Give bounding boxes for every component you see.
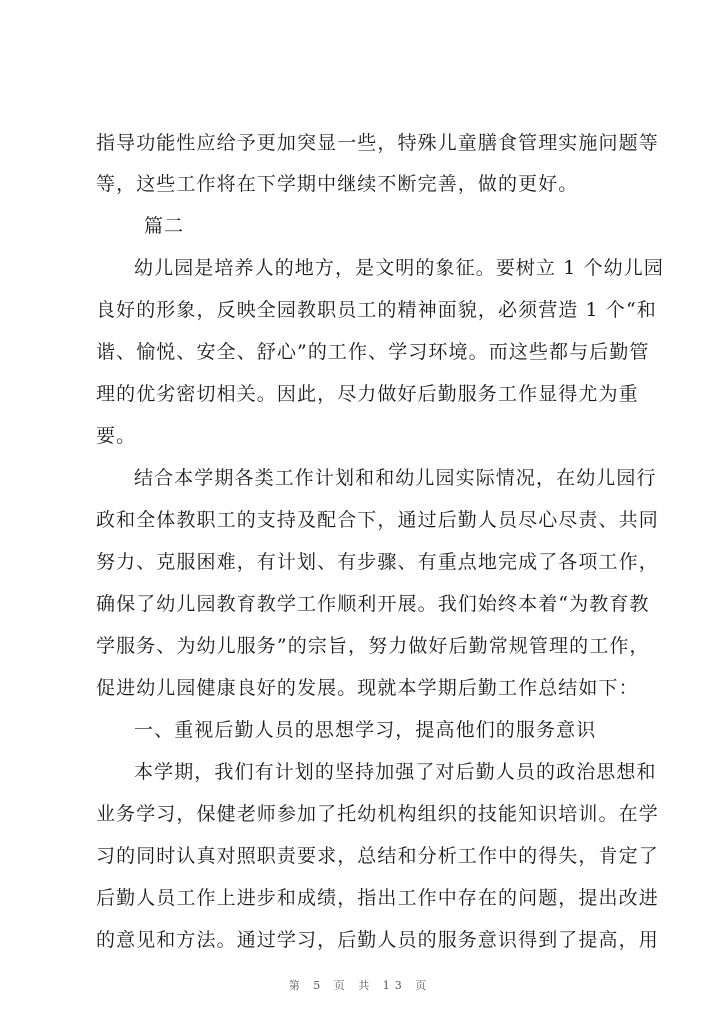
text-line: 学服务、为幼儿服务”的宗旨，努力做好后勤常规管理的工作， (96, 635, 650, 657)
text-line: 促进幼儿园健康良好的发展。现就本学期后勤工作总结如下： (96, 677, 639, 699)
section-heading: 篇二 (144, 215, 185, 237)
text-line: 理的优劣密切相关。因此，尽力做好后勤服务工作显得尤为重 (96, 383, 639, 405)
text-line: 谐、愉悦、安全、舒心”的工作、学习环境。而这些都与后勤管 (96, 341, 650, 363)
section-heading: 一、重视后勤人员的思想学习，提高他们的服务意识 (134, 719, 597, 741)
text-line: 确保了幼儿园教育教学工作顺利开展。我们始终本着“为教育教 (96, 593, 650, 615)
text-line: 本学期，我们有计划的坚持加强了对后勤人员的政治思想和 (134, 761, 657, 783)
text-line: 指导功能性应给予更加突显一些，特殊儿童膳食管理实施问题等 (96, 132, 659, 154)
text-line: 良好的形象，反映全园教职员工的精神面貌，必须营造 1 个“和 (96, 299, 657, 321)
text-line: 业务学习，保健老师参加了托幼机构组织的技能知识培训。在学 (96, 803, 659, 825)
text-line: 结合本学期各类工作计划和和幼儿园实际情况，在幼儿园行 (134, 467, 657, 489)
text-line: 努力、克服困难，有计划、有步骤、有重点地完成了各项工作， (96, 551, 659, 573)
text-line: 幼儿园是培养人的地方，是文明的象征。要树立 1 个幼儿园 (134, 257, 664, 279)
text-line: 等，这些工作将在下学期中继续不断完善，做的更好。 (96, 173, 579, 195)
text-line: 后勤人员工作上进步和成绩，指出工作中存在的问题，提出改进 (96, 887, 659, 909)
text-line: 的意见和方法。通过学习，后勤人员的服务意识得到了提高，用 (96, 929, 659, 951)
text-line: 政和全体教职工的支持及配合下，通过后勤人员尽心尽责、共同 (96, 509, 659, 531)
page-number: 第 5 页 共 13 页 (288, 979, 432, 992)
text-line: 习的同时认真对照职责要求，总结和分析工作中的得失，肯定了 (96, 845, 659, 867)
text-line: 要。 (96, 425, 137, 447)
